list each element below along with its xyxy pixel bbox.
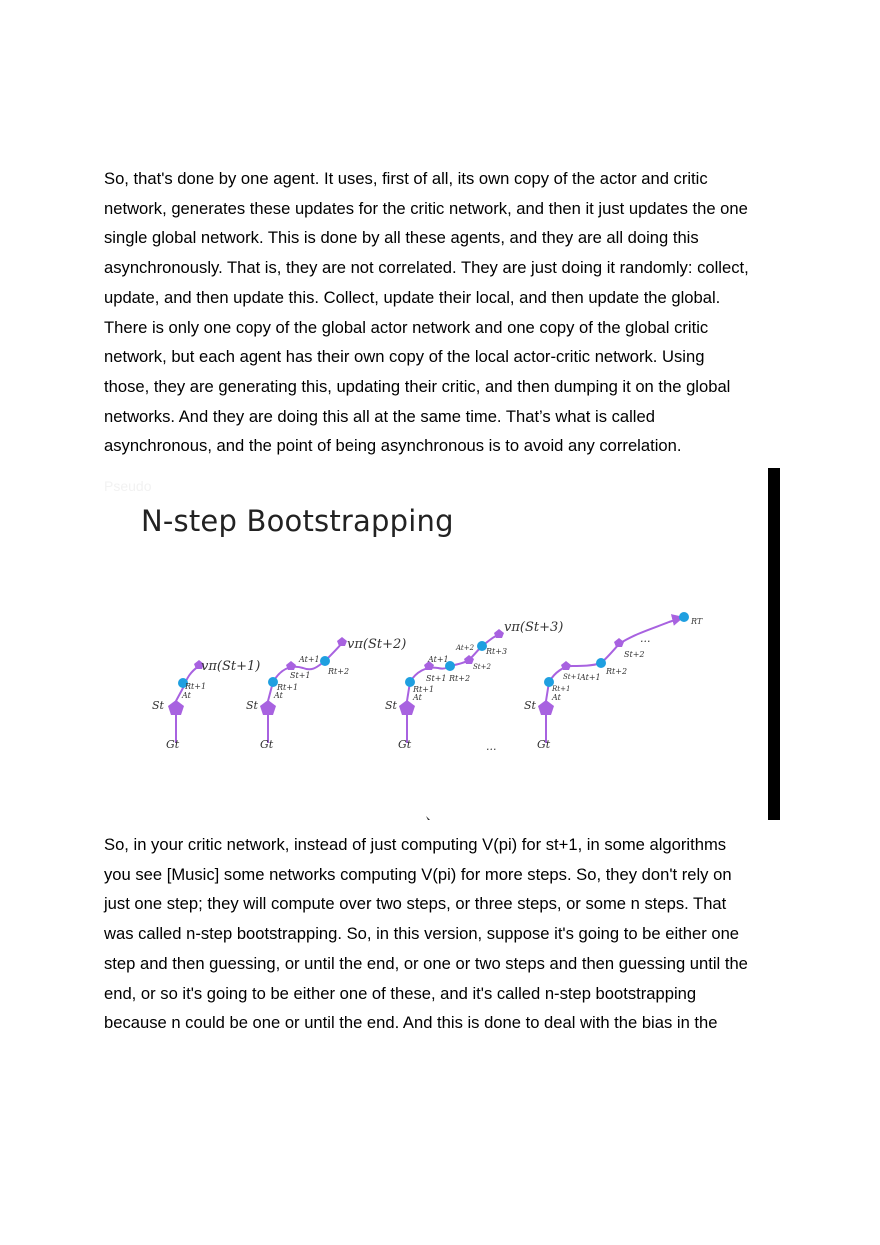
text-line: asynchronous, and the point of being asynchronous is to avoid any correlation. [104, 436, 682, 456]
text-line: step and then guessing, or until the end, or one or two steps and then guessing until the [104, 953, 748, 973]
label-gt: Gt [166, 738, 180, 751]
text-line: So, that's done by one agent. It uses, first of all, its own copy of the actor and critic [104, 169, 708, 188]
label-st2: St+2 [473, 663, 491, 671]
label-v1: vπ(St+1) [201, 659, 261, 674]
text-line: just one step; they will compute over two steps, or three steps, or some n steps. That [104, 894, 727, 914]
label-rt1: Rt+1 [185, 682, 207, 691]
reward-node [679, 612, 689, 622]
backup-diagram-3 [385, 620, 563, 753]
text-line: was called n-step bootstrapping. So, in this version, suppose it's going to be either one [104, 924, 740, 944]
label-rt3: Rt+3 [486, 647, 508, 656]
label-gt: Gt [398, 738, 412, 751]
text-line: network, but each agent has their own copy of the local actor-critic network. Using [104, 347, 705, 367]
label-at1: At+1 [299, 655, 320, 664]
label-v2: vπ(St+2) [347, 637, 407, 652]
reward-node [320, 656, 330, 666]
label-st2: St+2 [624, 650, 645, 659]
backup-diagram-2 [246, 637, 406, 751]
state-node [286, 661, 296, 670]
label-st: St [152, 699, 164, 712]
label-at: At [182, 691, 191, 700]
state-node [538, 700, 554, 715]
label-v3: vπ(St+3) [504, 620, 564, 635]
text-line: end, or so it's going to be either one of these, and it's called n-step bootstrapping [104, 983, 697, 1003]
text-line: network, generates these updates for the critic network, and then it just updates the one [104, 198, 748, 218]
label-rT: RT [691, 617, 703, 626]
text-line: asynchronously. That is, they are not correlated. They are just doing it randomly: collect, [104, 258, 749, 278]
backup-diagram-1 [152, 659, 260, 751]
label-st: St [385, 699, 397, 712]
label-st: St [246, 699, 258, 712]
label-rt2: Rt+2 [328, 667, 350, 676]
state-node [399, 700, 415, 715]
state-node [494, 629, 504, 638]
slide-figure [104, 468, 780, 820]
label-rt1: Rt+1 [413, 685, 435, 694]
state-node [561, 661, 571, 670]
text-line: So, in your critic network, instead of just computing V(pi) for st+1, in some algorithms [104, 835, 727, 854]
state-node [337, 637, 347, 646]
label-rt1: Rt+1 [552, 685, 571, 693]
label-at: At [413, 693, 422, 702]
label-st1: St+1 [426, 674, 447, 683]
text-line: single global network. This is done by all these agents, and they are all doing this [104, 228, 699, 248]
label-at1: At+1 [428, 655, 449, 664]
cursor-mark [426, 816, 430, 820]
state-node [260, 700, 276, 715]
label-gt: Gt [537, 738, 551, 751]
text-line: networks. And they are doing this all at the same time. That’s what is called [104, 406, 655, 426]
label-rt2: Rt+2 [606, 667, 628, 676]
reward-node [596, 658, 606, 668]
paragraph-nstep [104, 830, 784, 1038]
label-st1: St+1 [290, 671, 311, 680]
text-line: those, they are generating this, updating their critic, and then dumping it on the global [104, 376, 731, 396]
state-node [168, 700, 184, 715]
label-rt1: Rt+1 [277, 683, 299, 692]
black-side-bar [768, 468, 780, 820]
ghost-text: Pseudo [104, 478, 152, 494]
text-line: There is only one copy of the global actor network and one copy of the global critic [104, 317, 709, 337]
label-rt2: Rt+2 [449, 674, 471, 683]
label-at2: At+2 [456, 644, 475, 652]
label-at: At [552, 693, 561, 702]
slide-title: N-step Bootstrapping [141, 504, 454, 538]
label-st: St [524, 699, 536, 712]
label-dots: ... [486, 740, 497, 753]
label-st1: St+1 [563, 673, 581, 681]
label-at: At [274, 691, 283, 700]
text-line: because n could be one or until the end. And this is done to deal with the bias in the [104, 1013, 718, 1033]
label-dots: ... [640, 632, 651, 645]
label-at1: At+1 [580, 673, 601, 682]
label-gt: Gt [260, 738, 274, 751]
text-line: update, and then update this. Collect, update their local, and then update the global. [104, 287, 721, 307]
text-line: you see [Music] some networks computing V(pi) for more steps. So, they don't rely on [104, 864, 732, 884]
state-node [614, 638, 624, 647]
paragraph-intro [104, 164, 784, 461]
